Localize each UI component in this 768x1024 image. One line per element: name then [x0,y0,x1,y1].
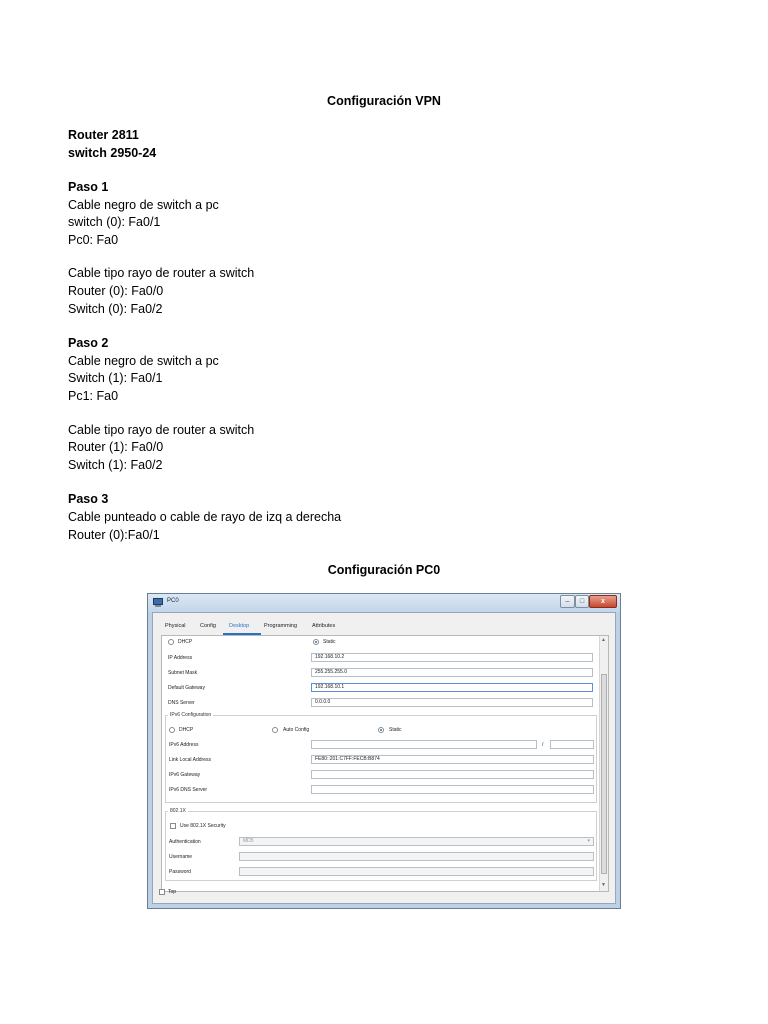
scroll-down-icon[interactable]: ▼ [601,882,606,888]
doc-line: Cable negro de switch a pc [68,198,219,212]
password-field[interactable] [239,867,594,876]
doc-line-step2: Paso 2 [68,336,109,350]
ipv4-dhcp-label: DHCP [178,639,193,645]
doc-line: Router (1): Fa0/0 [68,440,164,454]
ipv6-prefix-field[interactable] [550,740,594,749]
close-button[interactable]: x [589,595,617,608]
dns-server-label: DNS Server [168,700,195,706]
doc-line: Cable negro de switch a pc [68,354,219,368]
ip-address-label: IP Address [168,655,193,661]
minimize-button[interactable]: – [560,595,575,608]
ipv6-auto-config-label: Auto Config [283,727,310,733]
ipv6-dns-server-field[interactable] [311,785,594,794]
doc-line: switch (0): Fa0/1 [68,215,161,229]
doc-line: Router (0):Fa0/1 [68,528,160,542]
username-label: Username [169,854,193,860]
ipv6-address-field[interactable] [311,740,537,749]
tab-physical[interactable]: Physical [165,623,186,629]
default-gateway-field[interactable]: 192.168.10.1 [311,683,593,692]
link-local-address-label: Link Local Address [169,757,211,763]
ipv6-auto-config-radio[interactable] [272,727,278,733]
doc-line: Pc0: Fa0 [68,233,119,247]
doc-line-step3: Paso 3 [68,492,109,506]
doc-line-step1: Paso 1 [68,180,109,194]
ipv6-static-radio[interactable] [378,727,384,733]
doc-line: Switch (0): Fa0/2 [68,302,163,316]
ipv4-static-label: Static [323,639,336,645]
authentication-value: MD5 [243,838,254,844]
pc-icon [153,598,163,608]
password-label: Password [169,869,191,875]
scroll-up-icon[interactable]: ▲ [601,637,606,643]
maximize-button[interactable]: □ [575,595,589,608]
use-8021x-label: Use 802.1X Security [180,823,226,829]
doc-line: Cable tipo rayo de router a switch [68,266,255,280]
doc-line: Switch (1): Fa0/1 [68,371,163,385]
dns-server-field[interactable]: 0.0.0.0 [311,698,593,707]
link-local-address-field[interactable]: FE80::201:C7FF:FECB:B874 [311,755,594,764]
ipv6-dhcp-radio[interactable] [169,727,175,733]
ip-configuration-panel [161,635,609,892]
dot1x-group-title: 802.1X [170,808,186,814]
dot1x-group [165,808,597,881]
authentication-label: Authentication [169,839,201,845]
ipv6-group-title: IPv6 Configuration [170,712,212,718]
doc-line: Cable punteado o cable de rayo de izq a derecha [68,510,342,524]
doc-line-router-model: Router 2811 [68,128,139,142]
ipv6-gateway-label: IPv6 Gateway [169,772,201,778]
use-8021x-checkbox[interactable] [170,823,176,829]
doc-line: Switch (1): Fa0/2 [68,458,163,472]
username-field[interactable] [239,852,594,861]
subnet-mask-field[interactable]: 255.255.255.0 [311,668,593,677]
subnet-mask-label: Subnet Mask [168,670,198,676]
window-client [152,612,616,904]
panel-scrollbar[interactable] [599,636,608,891]
ipv6-gateway-field[interactable] [311,770,594,779]
ipv4-dhcp-radio[interactable] [168,639,174,645]
chevron-down-icon: ▾ [587,838,590,844]
ipv6-static-label: Static [389,727,402,733]
tab-config[interactable]: Config [200,623,216,629]
doc-line: Pc1: Fa0 [68,389,119,403]
scrollbar-thumb[interactable] [601,674,607,874]
top-checkbox[interactable] [159,889,165,895]
window-titlebar[interactable] [148,594,620,612]
vpn-config-title: Configuración VPN [327,94,441,108]
doc-line: Cable tipo rayo de router a switch [68,423,255,437]
top-label: Top [168,889,177,895]
doc-line-switch-model: switch 2950-24 [68,146,157,160]
tab-programming[interactable]: Programming [264,623,298,629]
window-title: PC0 [167,598,179,604]
ipv6-dns-server-label: IPv6 DNS Server [169,787,208,793]
default-gateway-label: Default Gateway [168,685,205,691]
tab-attributes[interactable]: Attributes [312,623,336,629]
ipv4-static-radio[interactable] [313,639,319,645]
pc0-config-title: Configuración PC0 [327,563,441,577]
ipv6-dhcp-label: DHCP [179,727,194,733]
ipv6-prefix-separator: / [542,742,544,748]
ip-address-field[interactable]: 192.168.10.2 [311,653,593,662]
doc-line: Router (0): Fa0/0 [68,284,164,298]
ipv6-address-label: IPv6 Address [169,742,199,748]
tab-desktop[interactable]: Desktop [229,623,250,629]
pc0-window [147,593,621,909]
authentication-select[interactable] [239,837,594,846]
ipv6-configuration-group [165,712,597,803]
